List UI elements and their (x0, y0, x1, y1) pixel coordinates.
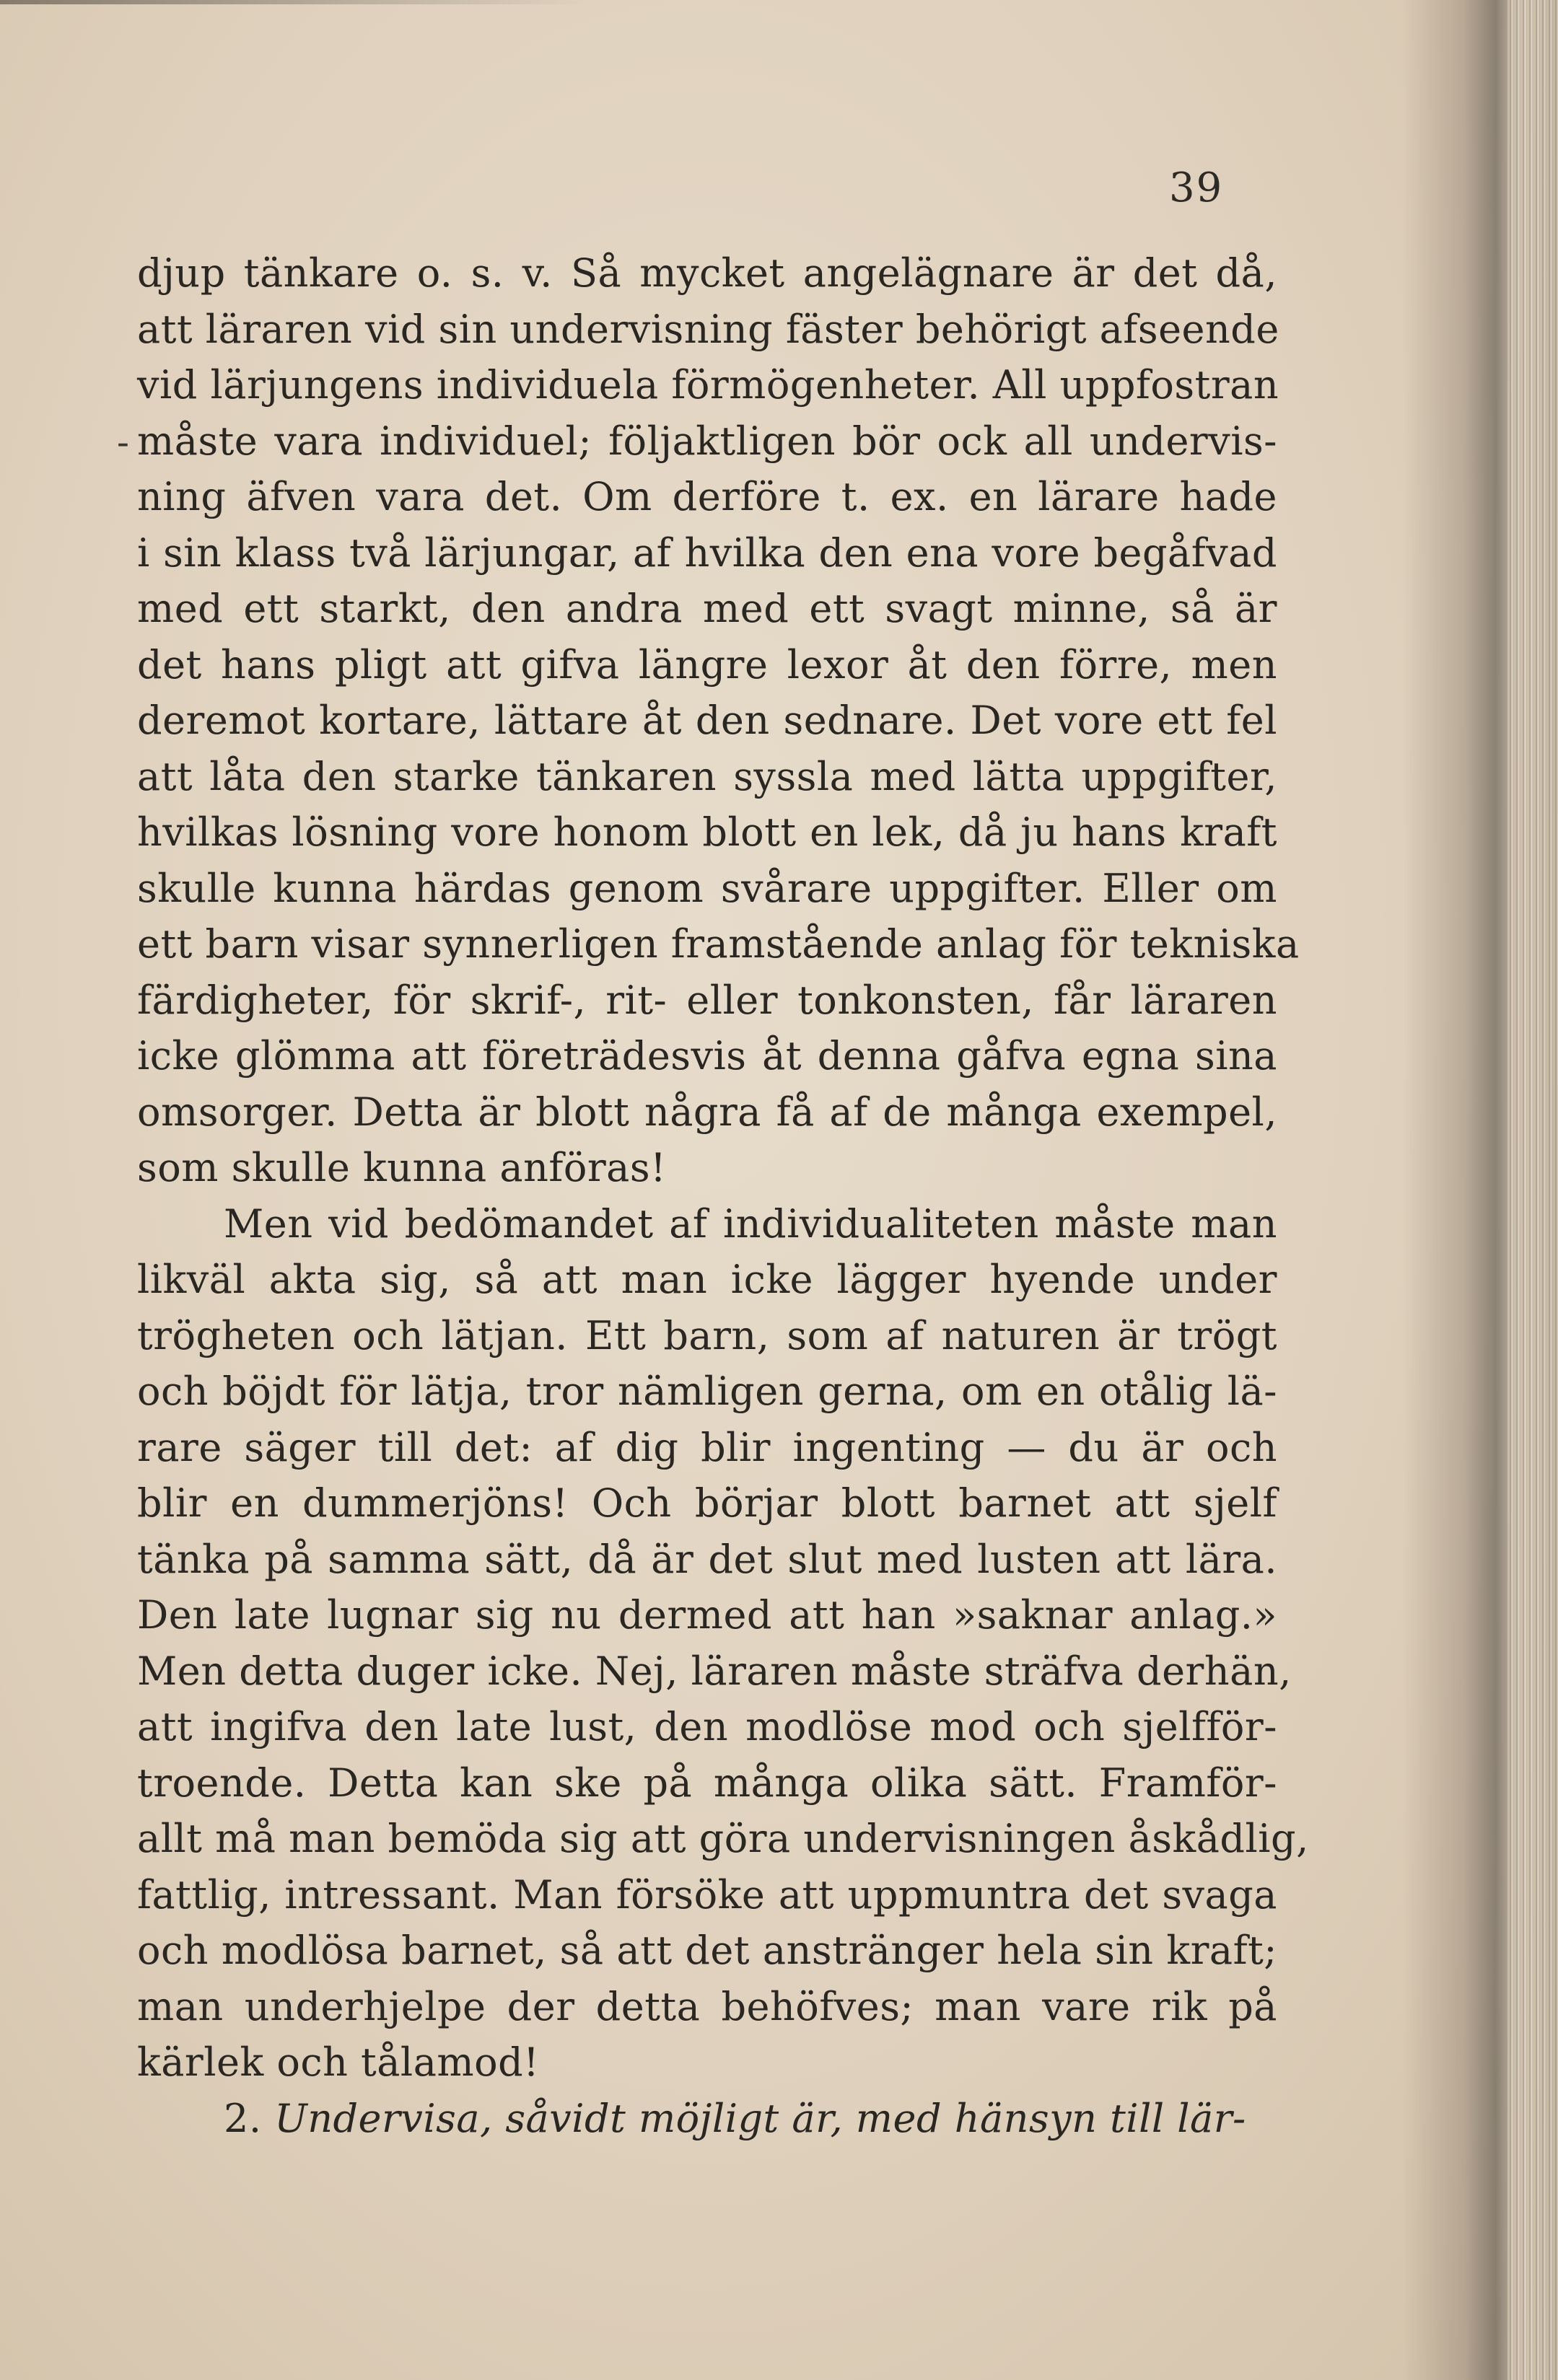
text-line: Men detta duger icke. Nej, läraren måste sträfva derhän, (137, 1648, 1292, 1694)
text-line: att läraren vid sin undervisning fäster behörigt afseende (137, 306, 1279, 352)
text-line: man underhjelpe der detta behöfves; man vare rik på (137, 1983, 1277, 2029)
text-line: och böjdt för lätja, tror nämligen gerna, om en otålig lä- (137, 1369, 1277, 1414)
body-text (137, 245, 1309, 2146)
section-number: 2. (224, 2095, 262, 2141)
text-line: omsorger. Detta är blott några få af de många exempel, (137, 1089, 1277, 1135)
text-line: vid lärjungens individuela förmögenheter. All uppfostran (137, 362, 1279, 408)
text-line: icke glömma att företrädesvis åt denna gåfva egna sina (137, 1033, 1277, 1079)
text-line: allt må man bemöda sig att göra undervisningen åskådlig, (137, 1816, 1309, 1861)
text-line: att ingifva den late lust, den modlöse mod och sjelfför- (137, 1704, 1277, 1749)
text-line: med ett starkt, den andra med ett svagt minne, så är (137, 586, 1277, 631)
text-line: i sin klass två lärjungar, af hvilka den ena vore begåfvad (137, 530, 1277, 576)
text-line: skulle kunna härdas genom svårare uppgifter. Eller om (137, 865, 1277, 911)
text-line: att låta den starke tänkaren syssla med lätta uppgifter, (137, 753, 1277, 799)
page-edge-binding (1507, 0, 1558, 2380)
text-line: tänka på samma sätt, då är det slut med lusten att lära. (137, 1536, 1277, 1582)
text-line: kärlek och tålamod! (137, 2039, 540, 2085)
text-line: det hans pligt att gifva längre lexor åt den förre, men (137, 641, 1277, 688)
text-line: rare säger till det: af dig blir ingenting — du är och (137, 1424, 1277, 1470)
text-line: ning äfven vara det. Om derföre t. ex. en lärare hade (137, 474, 1277, 519)
page-top-shadow (0, 0, 592, 4)
text-line: och modlösa barnet, så att det anstränger hela sin kraft; (137, 1928, 1277, 1973)
text-line: djup tänkare o. s. v. Så mycket angelägnare är det då, (137, 250, 1277, 296)
section-heading-line (137, 2091, 1277, 2147)
text-line: fattlig, intressant. Man försöke att uppmuntra det svaga (137, 1871, 1277, 1918)
section-heading: Undervisa, såvidt möjligt är, med hänsyn till lär- (274, 2095, 1246, 2141)
text-line: som skulle kunna anföras! (137, 1145, 667, 1190)
text-line: troende. Detta kan ske på många olika sätt. Framför- (137, 1760, 1277, 1806)
text-line: måste vara individuel; följaktligen bör ock all undervis- (137, 418, 1277, 464)
text-line: blir en dummerjöns! Och börjar blott barnet att sjelf (137, 1480, 1277, 1526)
text-line: Den late lugnar sig nu dermed att han »saknar anlag.» (137, 1592, 1277, 1638)
margin-mark: - (117, 421, 129, 463)
text-line: hvilkas lösning vore honom blott en lek, då ju hans kraft (137, 809, 1277, 855)
text-line: deremot kortare, lättare åt den sednare. Det vore ett fel (137, 698, 1277, 743)
text-line: likväl akta sig, så att man icke lägger hyende under (137, 1257, 1277, 1302)
page-number: 39 (1169, 164, 1224, 211)
text-line: Men vid bedömandet af individualiteten måste man (224, 1200, 1277, 1247)
text-line: färdigheter, för skrif-, rit- eller tonkonsten, får läraren (137, 977, 1277, 1023)
text-line: ett barn visar synnerligen framstående anlag för tekniska (137, 921, 1300, 967)
text-line: trögheten och lätjan. Ett barn, som af naturen är trögt (137, 1312, 1277, 1358)
